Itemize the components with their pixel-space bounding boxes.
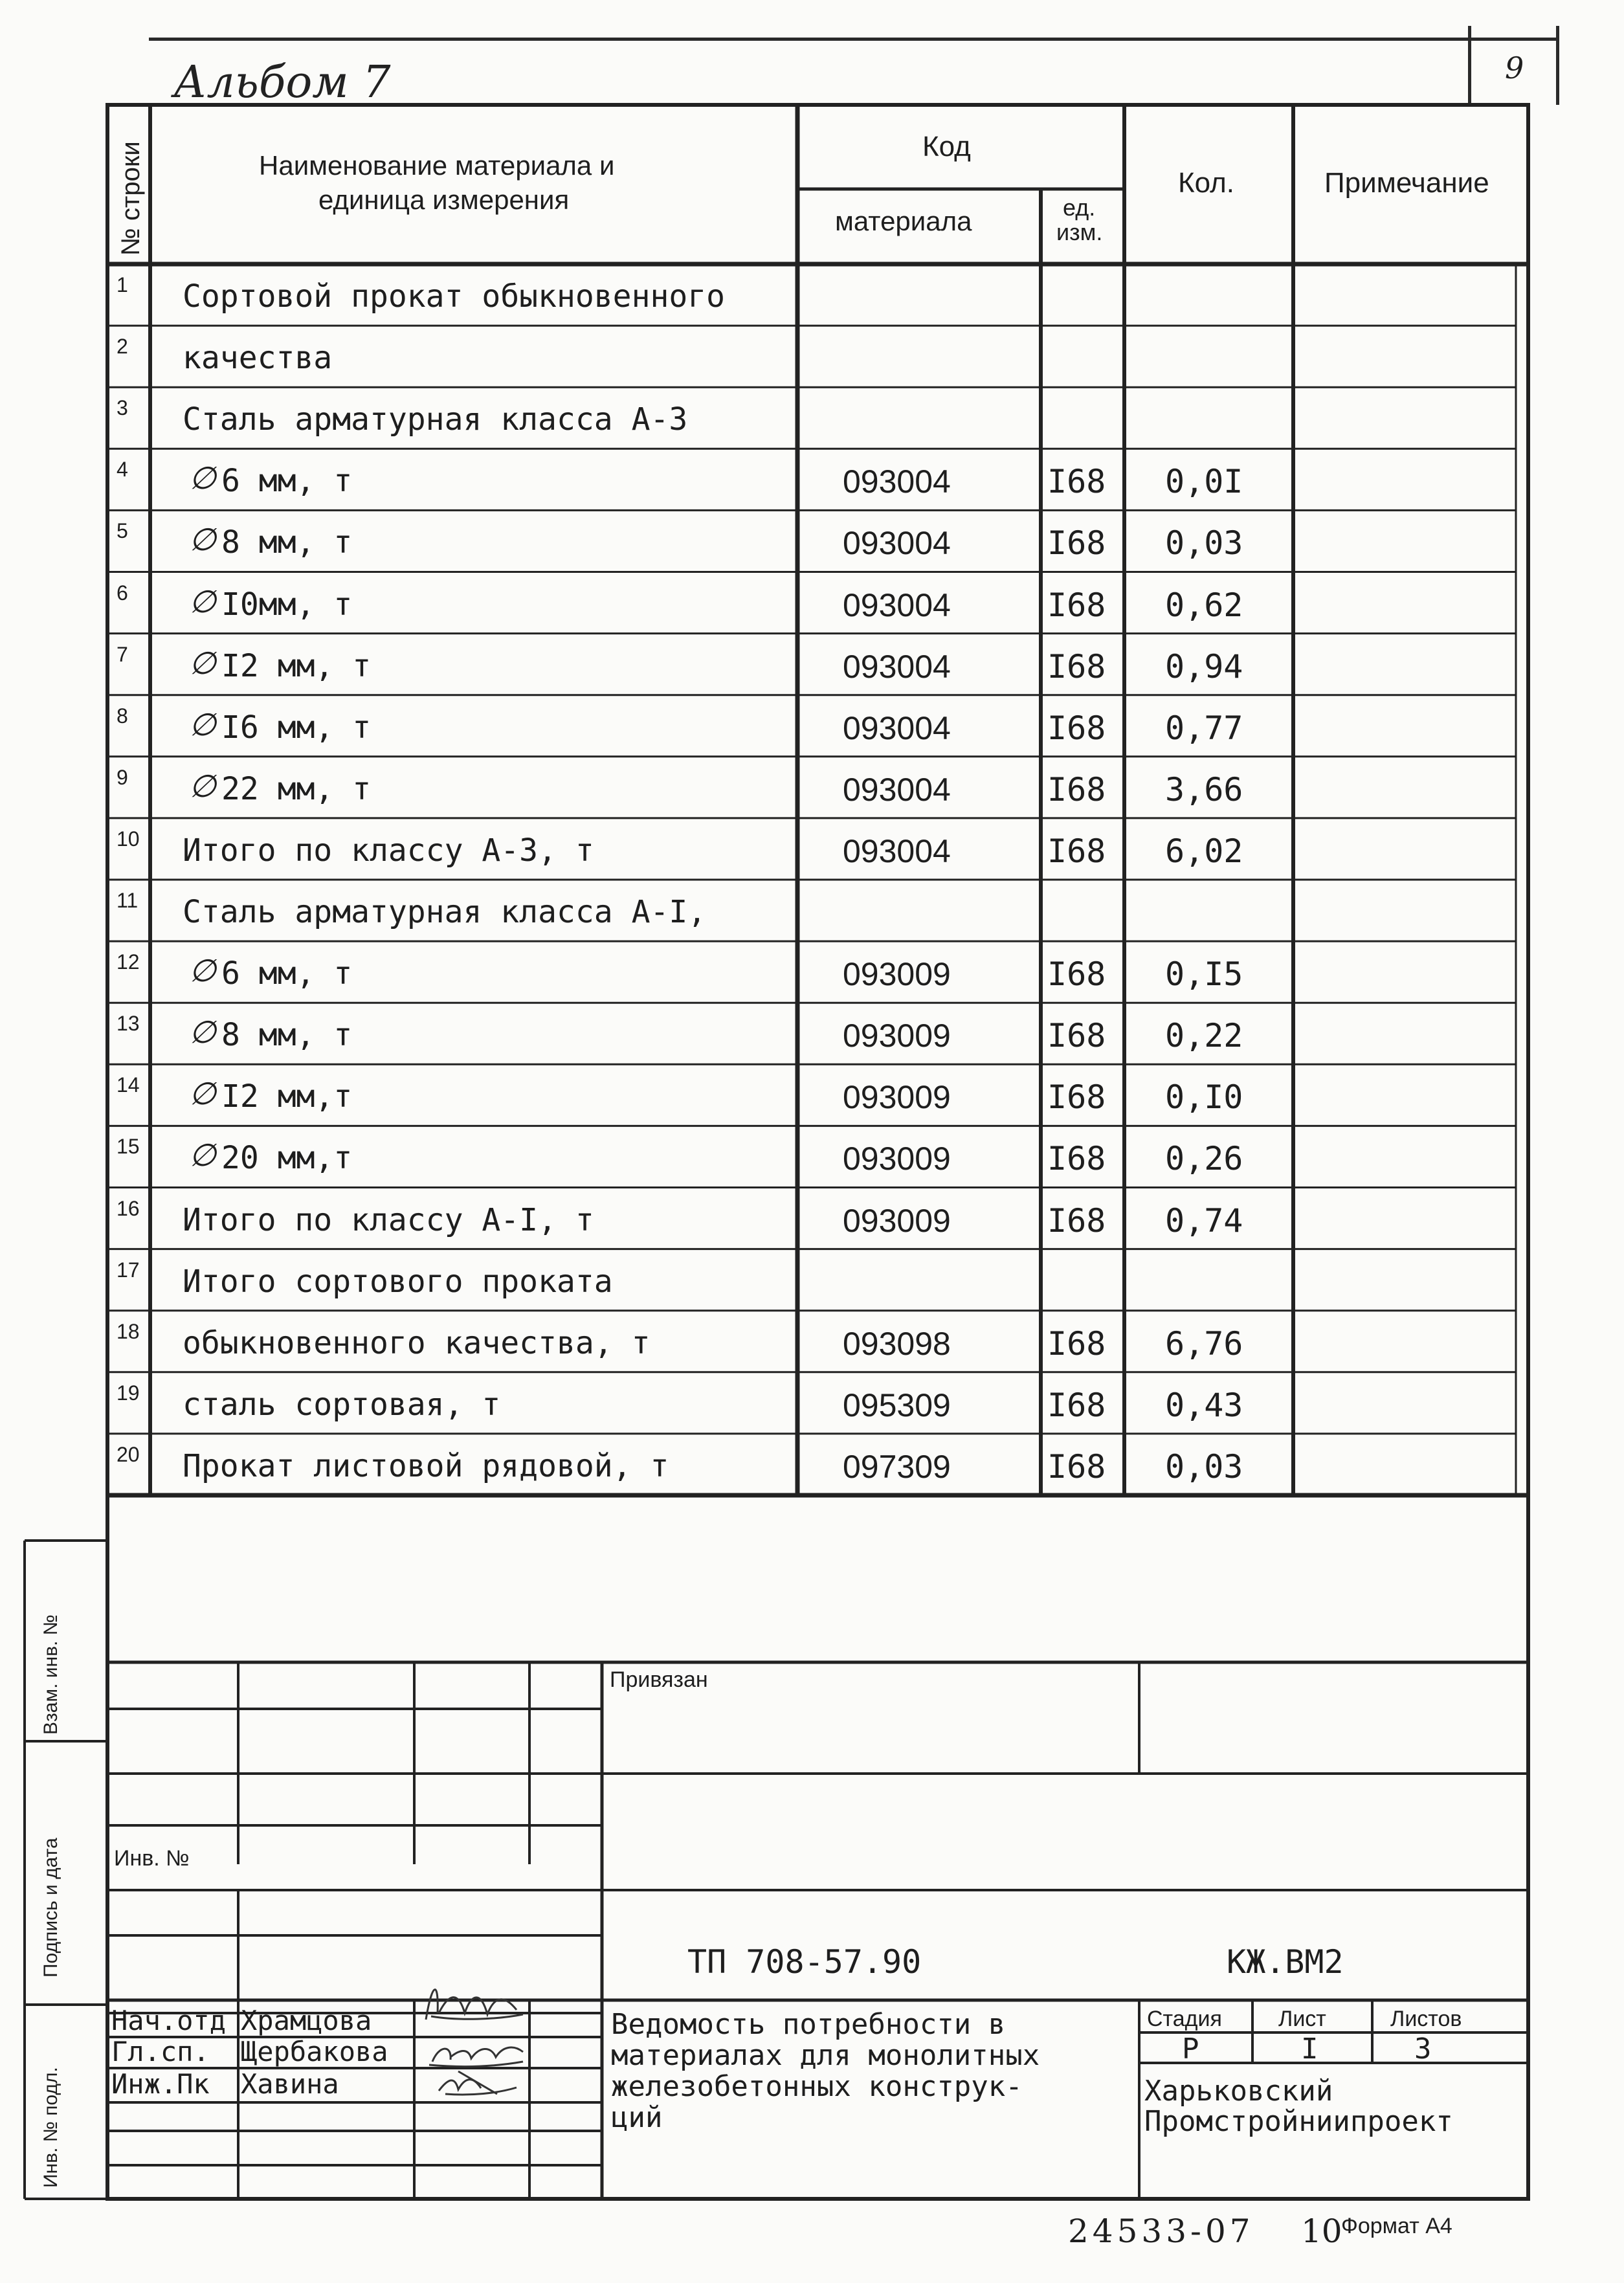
quantity: 0,94 (1165, 647, 1243, 685)
diameter-icon: ∅ (189, 769, 216, 804)
material-name: Сортовой прокат обыкновенного (183, 278, 726, 315)
quantity: 6,76 (1165, 1324, 1243, 1363)
row-number: 15 (117, 1135, 140, 1159)
row-number: 17 (117, 1258, 140, 1282)
row-number: 18 (117, 1319, 140, 1343)
staff-name: Храмцова (241, 2005, 372, 2036)
unit-code: I68 (1047, 586, 1106, 624)
row-number: 5 (117, 519, 128, 543)
stage-label: Стадия (1147, 2007, 1222, 2031)
material-name: I6 мм, т (221, 709, 372, 746)
row-number: 14 (117, 1073, 140, 1097)
material-name: 8 мм, т (221, 1017, 353, 1054)
material-code: 093009 (843, 1018, 951, 1054)
material-code: 093004 (843, 648, 951, 685)
quantity: 0,22 (1165, 1017, 1243, 1055)
quantity: 6,02 (1165, 832, 1243, 870)
material-name: 20 мм,т (221, 1140, 353, 1177)
format-label: Формат А4 (1341, 2214, 1452, 2238)
quantity: 0,0I (1165, 463, 1243, 501)
sheets-label: Листов (1390, 2007, 1462, 2031)
qty-header: Кол. (1178, 167, 1235, 199)
material-code: 093009 (843, 1202, 951, 1239)
row-number: 19 (117, 1381, 140, 1405)
diameter-icon: ∅ (189, 707, 216, 742)
unit-code: I68 (1047, 1201, 1106, 1240)
row-number: 4 (117, 458, 128, 482)
diameter-icon: ∅ (189, 954, 216, 989)
diameter-icon: ∅ (189, 1139, 216, 1174)
unit-code: I68 (1047, 832, 1106, 870)
quantity: 0,26 (1165, 1140, 1243, 1178)
unit-header-line1: ед. (1063, 194, 1096, 221)
quantity: 0,43 (1165, 1386, 1243, 1424)
material-code: 093004 (843, 586, 951, 623)
material-name: I2 мм,т (221, 1078, 353, 1115)
material-name: Итого по классу А-3, т (183, 832, 594, 869)
side-label-inv-podl: Инв. № подл. (40, 2067, 61, 2188)
material-code: 093009 (843, 956, 951, 993)
diameter-icon: ∅ (189, 1077, 216, 1112)
diameter-icon: ∅ (189, 1016, 216, 1051)
code-header: Код (922, 131, 971, 162)
note-header: Примечание (1324, 167, 1489, 199)
material-code: 093009 (843, 1141, 951, 1177)
unit-code: I68 (1047, 1386, 1106, 1424)
material-name: 6 мм, т (221, 463, 353, 500)
unit-code: I68 (1047, 463, 1106, 501)
album-label: Альбом 7 (173, 57, 391, 108)
privyazan-label: Привязан (610, 1667, 708, 1692)
material-name: сталь сортовая, т (183, 1386, 501, 1423)
page-number: 9 (1505, 50, 1524, 85)
sheet-label: Лист (1278, 2007, 1326, 2031)
name-header-line2: единица измерения (318, 184, 570, 215)
material-code: 093004 (843, 463, 951, 500)
row-number: 20 (117, 1442, 140, 1466)
unit-code: I68 (1047, 1078, 1106, 1117)
row-number-header: № строки (117, 141, 145, 256)
order-number: 24533-07 (1068, 2212, 1254, 2250)
quantity: 0,74 (1165, 1201, 1243, 1240)
title-line-1: Ведомость потребности в (611, 2008, 1006, 2041)
row-number: 2 (117, 335, 128, 359)
row-number: 13 (117, 1012, 140, 1036)
quantity: 0,62 (1165, 586, 1243, 624)
sheet-value: I (1301, 2032, 1318, 2066)
material-header: материала (835, 206, 972, 236)
quantity: 0,I5 (1165, 955, 1243, 994)
unit-code: I68 (1047, 647, 1106, 685)
unit-code: I68 (1047, 709, 1106, 747)
row-number: 16 (117, 1196, 140, 1220)
unit-header-line2: изм. (1056, 219, 1103, 245)
material-code: 093004 (843, 771, 951, 808)
quantity: 0,I0 (1165, 1078, 1243, 1117)
name-header-line1: Наименование материала и (259, 150, 615, 181)
row-number: 8 (117, 704, 128, 728)
diameter-icon: ∅ (189, 585, 216, 619)
unit-code: I68 (1047, 1447, 1106, 1486)
signatures (419, 1974, 529, 2097)
row-number: 10 (117, 827, 140, 851)
material-code: 093004 (843, 709, 951, 746)
staff-name: Щербакова (241, 2036, 388, 2067)
doc-mark: КЖ.ВМ2 (1227, 1943, 1344, 1981)
material-name: качества (183, 340, 333, 377)
material-name: 8 мм, т (221, 524, 353, 561)
staff-role: Нач.отд (111, 2005, 227, 2036)
title-line-3: железобетонных конструк- (611, 2070, 1023, 2103)
material-name: Прокат листовой рядовой, т (183, 1447, 669, 1484)
unit-code: I68 (1047, 1324, 1106, 1363)
row-number: 11 (117, 889, 139, 912)
side-label-vzam: Взам. инв. № (40, 1614, 61, 1735)
diameter-icon: ∅ (189, 523, 216, 558)
copy-number: 10 (1301, 2212, 1342, 2250)
material-code: 097309 (843, 1448, 951, 1485)
material-name: 22 мм, т (221, 770, 372, 807)
row-number: 1 (117, 273, 128, 296)
material-code: 093009 (843, 1079, 951, 1116)
sheets-value: 3 (1414, 2032, 1432, 2066)
org-line-2: Промстройниипроект (1144, 2105, 1453, 2138)
doc-code: ТП 708-57.90 (687, 1943, 922, 1981)
material-code: 095309 (843, 1387, 951, 1423)
material-code: 093004 (843, 832, 951, 869)
row-number: 7 (117, 642, 128, 666)
quantity: 0,77 (1165, 709, 1243, 747)
material-code: 093004 (843, 525, 951, 562)
stage-value: Р (1182, 2032, 1199, 2066)
material-name: Итого сортового проката (183, 1263, 613, 1300)
unit-code: I68 (1047, 955, 1106, 994)
row-number: 3 (117, 396, 128, 420)
material-name: Итого по классу А-I, т (183, 1201, 594, 1238)
row-number: 12 (117, 950, 140, 974)
material-code: 093098 (843, 1325, 951, 1362)
material-name: 6 мм, т (221, 955, 353, 992)
material-name: обыкновенного качества, т (183, 1324, 651, 1361)
material-name: I2 мм, т (221, 647, 372, 684)
unit-code: I68 (1047, 1017, 1106, 1055)
unit-code: I68 (1047, 524, 1106, 562)
staff-role: Гл.сп. (111, 2036, 210, 2067)
quantity: 0,03 (1165, 1447, 1243, 1486)
side-label-podpis: Подпись и дата (40, 1838, 61, 1977)
row-number: 9 (117, 765, 128, 789)
staff-name: Хавина (241, 2068, 339, 2100)
inv-no-label: Инв. № (114, 1846, 190, 1871)
quantity: 0,03 (1165, 524, 1243, 562)
diameter-icon: ∅ (189, 646, 216, 681)
staff-role: Инж.Пк (111, 2068, 210, 2100)
row-number: 6 (117, 581, 128, 605)
unit-code: I68 (1047, 1140, 1106, 1178)
title-line-2: материалах для монолитных (611, 2039, 1040, 2072)
material-name: Сталь арматурная класса А-I, (183, 894, 707, 930)
unit-code: I68 (1047, 770, 1106, 808)
material-name: I0мм, т (221, 586, 353, 623)
material-name: Сталь арматурная класса А-3 (183, 401, 688, 438)
org-line-1: Харьковский (1144, 2075, 1333, 2108)
quantity: 3,66 (1165, 770, 1243, 808)
title-line-4: ций (611, 2101, 663, 2134)
diameter-icon: ∅ (189, 462, 216, 496)
